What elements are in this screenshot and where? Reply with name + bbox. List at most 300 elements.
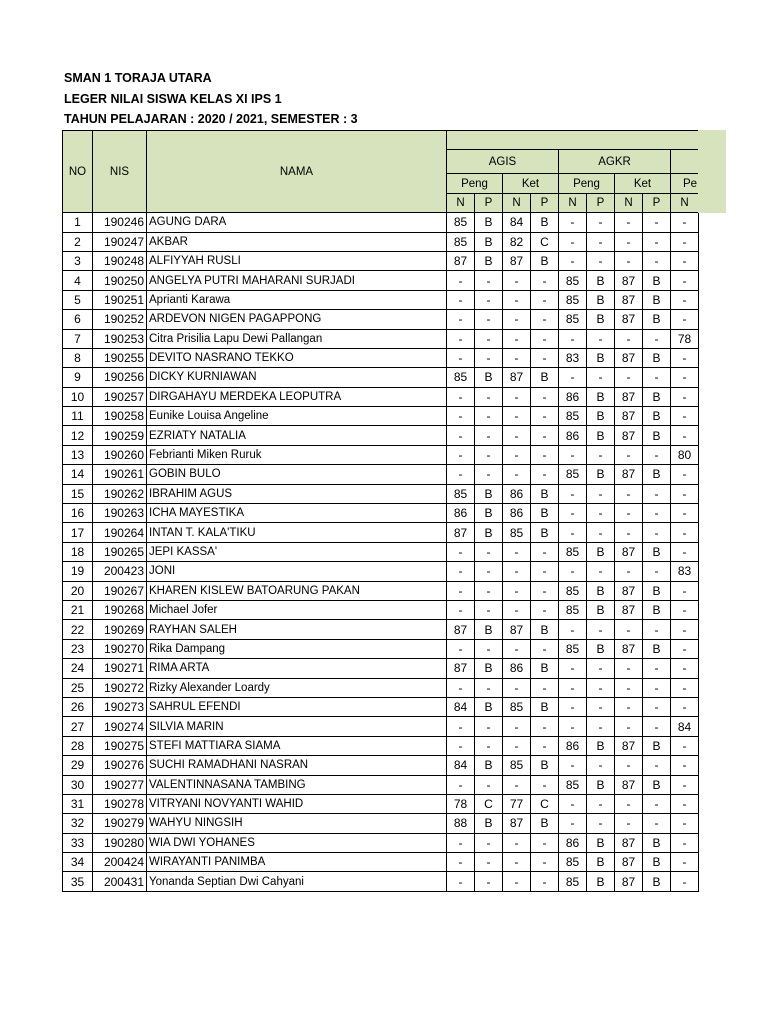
grade-cell: - [531,833,559,852]
grade-cell: - [615,445,643,464]
grade-cell: 85 [559,407,587,426]
grade-cell: - [503,426,531,445]
grade-cell: - [447,290,475,309]
row-no: 15 [63,484,93,503]
grade-cell: - [615,484,643,503]
grade-cell: - [503,833,531,852]
row-nama: Michael Jofer [147,600,447,619]
grade-cell: - [643,213,671,232]
row-nama: WAHYU NINGSIH [147,814,447,833]
grade-cell: - [503,872,531,891]
grade-cell: - [671,310,699,329]
grade-cell: - [643,232,671,251]
row-nama: DEVITO NASRANO TEKKO [147,348,447,367]
grade-cell: - [475,775,503,794]
row-no: 30 [63,775,93,794]
grade-cell: 86 [559,387,587,406]
grade-cell: - [475,639,503,658]
grade-cell: - [587,562,615,581]
grade-cell: B [643,833,671,852]
row-nama: EZRIATY NATALIA [147,426,447,445]
grade-cell: - [503,581,531,600]
row-no: 34 [63,853,93,872]
grade-cell: 87 [615,581,643,600]
grade-cell: - [559,329,587,348]
grade-cell: B [587,872,615,891]
grade-cell: B [475,697,503,716]
grade-cell: - [559,445,587,464]
table-row [63,213,699,232]
grade-cell: 85 [503,697,531,716]
row-no: 12 [63,426,93,445]
grade-cell: 85 [559,853,587,872]
grade-cell: - [531,639,559,658]
grade-cell: B [587,290,615,309]
row-nis: 190279 [93,814,147,833]
grade-table [62,130,699,892]
grade-cell: B [643,581,671,600]
grade-cell: - [531,348,559,367]
grade-cell: - [671,833,699,852]
np-header: N [503,193,531,212]
row-nama: Aprianti Karawa [147,290,447,309]
grade-cell: 87 [447,523,475,542]
grade-cell: - [447,853,475,872]
grade-cell: - [475,542,503,561]
table-row [63,232,699,251]
grade-cell: - [531,445,559,464]
grade-cell: 80 [671,445,699,464]
grade-cell: - [559,251,587,270]
row-nama: IBRAHIM AGUS [147,484,447,503]
grade-cell: B [531,484,559,503]
grade-cell: C [531,794,559,813]
grade-cell: - [559,659,587,678]
grade-cell: - [531,775,559,794]
row-nis: 190265 [93,542,147,561]
grade-cell: - [671,368,699,387]
row-nis: 190255 [93,348,147,367]
grade-cell: - [475,581,503,600]
grade-cell: - [475,445,503,464]
grade-cell: B [475,814,503,833]
grade-cell: - [447,407,475,426]
grade-cell: B [531,659,559,678]
grade-cell: B [587,426,615,445]
row-nis: 190276 [93,756,147,775]
grade-cell: - [587,697,615,716]
grade-cell: B [643,775,671,794]
grade-cell: 85 [447,484,475,503]
grade-cell: - [503,407,531,426]
table-row [63,387,699,406]
grade-cell: - [671,542,699,561]
row-nis: 190257 [93,387,147,406]
grade-cell: B [587,271,615,290]
grade-cell: B [643,639,671,658]
row-nis: 190259 [93,426,147,445]
grade-cell: 78 [447,794,475,813]
table-row [63,775,699,794]
grade-cell: - [587,756,615,775]
grade-cell: - [531,542,559,561]
grade-cell: C [475,794,503,813]
grade-cell: 87 [615,639,643,658]
grade-cell: - [531,581,559,600]
grade-cell: 86 [559,833,587,852]
grade-cell: - [587,484,615,503]
row-no: 9 [63,368,93,387]
grade-cell: B [587,600,615,619]
agkr-peng: Peng [559,174,615,193]
row-no: 1 [63,213,93,232]
grade-cell: - [447,639,475,658]
row-no: 32 [63,814,93,833]
grade-cell: - [587,504,615,523]
grade-cell: 77 [503,794,531,813]
table-row [63,271,699,290]
np-header: N [447,193,475,212]
row-nama: VALENTINNASANA TAMBING [147,775,447,794]
row-nis: 190277 [93,775,147,794]
table-row [63,697,699,716]
row-nis: 190269 [93,620,147,639]
row-nis: 190271 [93,659,147,678]
row-nis: 190246 [93,213,147,232]
grade-cell: - [643,678,671,697]
grade-cell: - [559,717,587,736]
school-name: SMAN 1 TORAJA UTARA [64,71,212,85]
grade-cell: B [475,368,503,387]
grade-cell: B [475,659,503,678]
grade-cell: - [559,368,587,387]
table-row [63,251,699,270]
grade-cell: - [447,736,475,755]
row-nis: 190280 [93,833,147,852]
row-nis: 190247 [93,232,147,251]
grade-cell: - [671,659,699,678]
grade-cell: 85 [447,232,475,251]
grade-cell: - [671,814,699,833]
row-nis: 190263 [93,504,147,523]
row-no: 24 [63,659,93,678]
row-nama: AGUNG DARA [147,213,447,232]
grade-cell: - [531,562,559,581]
grade-cell: - [615,329,643,348]
table-row [63,465,699,484]
row-nis: 190258 [93,407,147,426]
row-nama: ALFIYYAH RUSLI [147,251,447,270]
agis-peng: Peng [447,174,503,193]
grade-cell: - [503,348,531,367]
table-row [63,853,699,872]
grade-cell: 83 [559,348,587,367]
grade-cell: - [559,232,587,251]
grade-cell: - [587,620,615,639]
grade-cell: - [559,814,587,833]
grade-cell: 87 [615,348,643,367]
grade-cell: - [643,445,671,464]
row-nama: Rika Dampang [147,639,447,658]
grade-cell: - [503,562,531,581]
grade-cell: - [615,794,643,813]
grade-cell: - [447,271,475,290]
row-nis: 190272 [93,678,147,697]
grade-cell: - [503,639,531,658]
grade-cell: - [643,329,671,348]
row-no: 8 [63,348,93,367]
row-nis: 190275 [93,736,147,755]
grade-cell: - [447,833,475,852]
grade-cell: - [559,620,587,639]
col-nis-header: NIS [93,131,147,213]
grade-cell: - [671,271,699,290]
table-row [63,833,699,852]
row-nis: 190248 [93,251,147,270]
table-row [63,290,699,309]
row-no: 14 [63,465,93,484]
grade-cell: - [447,387,475,406]
table-row [63,484,699,503]
grade-cell: - [475,348,503,367]
grade-cell: - [615,620,643,639]
row-no: 35 [63,872,93,891]
grade-cell: 86 [503,484,531,503]
grade-cell: - [531,387,559,406]
col-nama-header: NAMA [147,131,447,213]
grade-cell: - [643,523,671,542]
grade-cell: - [643,814,671,833]
table-row [63,678,699,697]
grade-cell: 85 [559,465,587,484]
row-nama: KHAREN KISLEW BATOARUNG PAKAN [147,581,447,600]
grade-cell: - [531,426,559,445]
grade-cell: - [671,775,699,794]
row-nama: JEPI KASSA' [147,542,447,561]
grade-cell: B [587,639,615,658]
grade-cell: - [447,465,475,484]
agis-ket: Ket [503,174,559,193]
row-nis: 190274 [93,717,147,736]
grade-cell: - [447,872,475,891]
grade-cell: - [615,251,643,270]
np-header: P [531,193,559,212]
table-row [63,620,699,639]
grade-cell: - [671,736,699,755]
table-row [63,368,699,387]
table-row [63,348,699,367]
next-peng: Pe [671,174,699,193]
grade-cell: - [475,387,503,406]
row-nis: 190268 [93,600,147,619]
grade-cell: 87 [447,659,475,678]
grade-cell: - [531,736,559,755]
grade-cell: 85 [559,271,587,290]
row-nama: DIRGAHAYU MERDEKA LEOPUTRA [147,387,447,406]
grade-cell: B [643,387,671,406]
np-header: P [475,193,503,212]
grade-cell: - [447,775,475,794]
grade-cell: - [475,872,503,891]
row-nis: 190256 [93,368,147,387]
grade-cell: 87 [615,387,643,406]
table-row [63,872,699,891]
grade-cell: - [671,872,699,891]
row-no: 19 [63,562,93,581]
grade-cell: - [671,426,699,445]
grade-cell: B [643,290,671,309]
grade-cell: 87 [503,251,531,270]
grade-cell: B [587,465,615,484]
row-nis: 200423 [93,562,147,581]
grade-cell: B [587,407,615,426]
grade-cell: B [587,736,615,755]
grade-cell: B [475,756,503,775]
table-row [63,600,699,619]
row-nis: 190264 [93,523,147,542]
row-no: 4 [63,271,93,290]
grade-cell: - [643,368,671,387]
row-no: 26 [63,697,93,716]
grade-cell: - [475,329,503,348]
grade-cell: 85 [559,639,587,658]
grade-cell: 84 [447,756,475,775]
grade-cell: - [587,232,615,251]
grade-cell: - [475,271,503,290]
grade-cell: B [587,833,615,852]
grade-cell: B [531,697,559,716]
grade-cell: - [559,523,587,542]
row-nis: 190262 [93,484,147,503]
grade-cell: - [615,659,643,678]
grade-cell: - [447,562,475,581]
grade-cell: - [671,639,699,658]
grade-cell: 84 [447,697,475,716]
np-header: P [643,193,671,212]
row-no: 17 [63,523,93,542]
row-nama: Febrianti Miken Ruruk [147,445,447,464]
grade-cell: - [475,833,503,852]
grade-cell: B [475,251,503,270]
row-no: 23 [63,639,93,658]
row-no: 6 [63,310,93,329]
row-no: 16 [63,504,93,523]
grade-cell: - [447,348,475,367]
grade-cell: - [671,251,699,270]
grade-cell: - [475,310,503,329]
grade-cell: 85 [559,872,587,891]
grade-cell: - [475,736,503,755]
subject-next [671,150,699,174]
grade-cell: - [671,407,699,426]
header-fill-overflow [698,130,726,213]
grade-cell: B [531,620,559,639]
grade-cell: B [475,484,503,503]
row-no: 22 [63,620,93,639]
row-nis: 190260 [93,445,147,464]
grade-cell: 87 [615,833,643,852]
grade-cell: - [447,426,475,445]
grade-cell: - [587,251,615,270]
grade-cell: - [671,232,699,251]
grade-cell: 86 [447,504,475,523]
grade-cell: 83 [671,562,699,581]
grade-cell: 87 [615,736,643,755]
grade-cell: B [587,310,615,329]
grade-cell: B [587,542,615,561]
grade-cell: - [531,678,559,697]
grade-cell: 87 [615,271,643,290]
grade-cell: - [559,697,587,716]
row-no: 2 [63,232,93,251]
grade-cell: B [531,213,559,232]
grade-cell: - [615,678,643,697]
grade-cell: - [503,678,531,697]
row-nama: RAYHAN SALEH [147,620,447,639]
grade-cell: - [475,407,503,426]
grade-cell: 87 [503,814,531,833]
grade-cell: 87 [447,620,475,639]
row-no: 27 [63,717,93,736]
grade-cell: - [615,562,643,581]
row-no: 13 [63,445,93,464]
grade-cell: B [475,523,503,542]
table-row [63,523,699,542]
row-no: 21 [63,600,93,619]
grade-cell: - [559,794,587,813]
agkr-ket: Ket [615,174,671,193]
grade-cell: - [615,213,643,232]
grade-cell: - [643,251,671,270]
grade-cell: B [531,523,559,542]
row-nis: 190252 [93,310,147,329]
grade-cell: - [503,717,531,736]
row-nama: Eunike Louisa Angeline [147,407,447,426]
grade-cell: - [531,717,559,736]
row-nama: INTAN T. KALA'TIKU [147,523,447,542]
row-nama: WIRAYANTI PANIMBA [147,853,447,872]
grade-cell: 87 [615,310,643,329]
grade-cell: 86 [559,736,587,755]
grade-cell: B [531,368,559,387]
grade-cell: - [643,717,671,736]
grade-cell: 85 [447,368,475,387]
grade-cell: B [643,348,671,367]
grade-cell: B [531,504,559,523]
grade-cell: - [475,465,503,484]
grade-cell: - [615,756,643,775]
grade-cell: - [615,232,643,251]
row-nama: SILVIA MARIN [147,717,447,736]
grade-cell: - [475,426,503,445]
row-no: 10 [63,387,93,406]
grade-cell: - [643,562,671,581]
row-no: 5 [63,290,93,309]
row-nis: 200431 [93,872,147,891]
grade-cell: B [643,600,671,619]
table-row [63,717,699,736]
grade-cell: B [475,232,503,251]
grade-cell: B [643,310,671,329]
row-no: 11 [63,407,93,426]
grade-cell: 86 [503,504,531,523]
row-nama: ARDEVON NIGEN PAGAPPONG [147,310,447,329]
row-nis: 190261 [93,465,147,484]
row-nama: DICKY KURNIAWAN [147,368,447,387]
np-header: N [671,193,699,212]
grade-cell: - [643,697,671,716]
grade-cell: - [615,814,643,833]
